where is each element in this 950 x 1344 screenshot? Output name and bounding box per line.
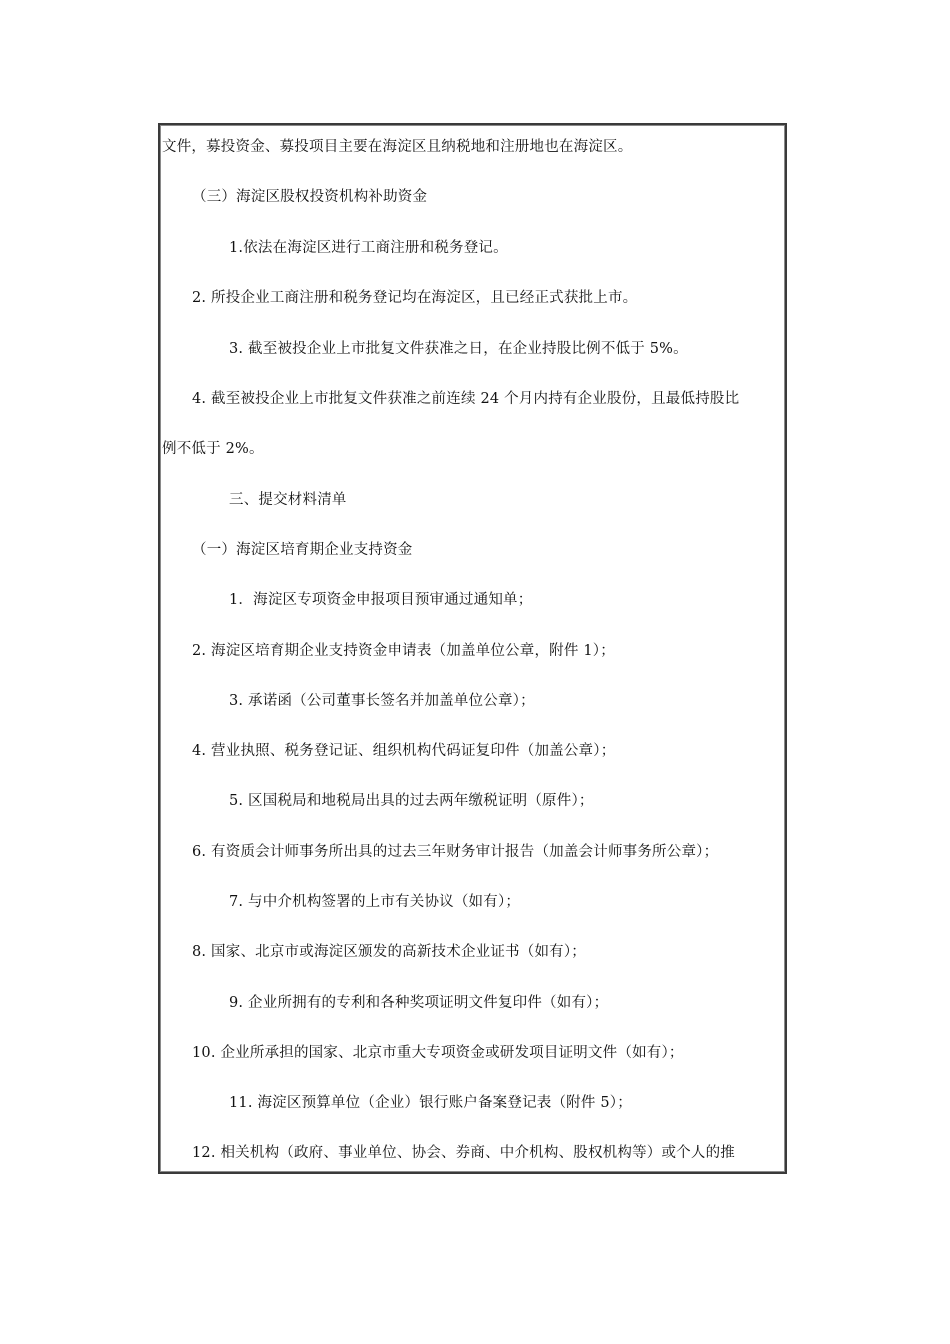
- text-line-5: 3. 截至被投企业上市批复文件获准之日，在企业持股比例不低于 5%。: [229, 341, 688, 357]
- list-item-11: 11. 海淀区预算单位（企业）银行账户备案登记表（附件 5）；: [229, 1095, 632, 1111]
- section-heading-equity-investment: （三）海淀区股权投资机构补助资金: [192, 189, 428, 205]
- section-heading-materials-list: 三、提交材料清单: [229, 492, 347, 508]
- text-line-4: 2. 所投企业工商注册和税务登记均在海淀区，且已经正式获批上市。: [192, 290, 638, 306]
- list-item-8: 8. 国家、北京市或海淀区颁发的高新技术企业证书（如有）；: [192, 944, 586, 960]
- list-item-9: 9. 企业所拥有的专利和各种奖项证明文件复印件（如有）；: [229, 995, 609, 1011]
- list-item-4: 4. 营业执照、税务登记证、组织机构代码证复印件（加盖公章）；: [192, 743, 616, 759]
- text-line-7: 例不低于 2%。: [162, 441, 264, 457]
- list-item-12: 12. 相关机构（政府、事业单位、协会、券商、中介机构、股权机构等）或个人的推: [192, 1145, 735, 1161]
- list-item-2: 2. 海淀区培育期企业支持资金申请表（加盖单位公章，附件 1）；: [192, 643, 615, 659]
- text-line-1: 文件，募投资金、募投项目主要在海淀区且纳税地和注册地也在海淀区。: [162, 139, 633, 155]
- text-line-3: 1.依法在海淀区进行工商注册和税务登记。: [229, 240, 508, 256]
- list-item-10: 10. 企业所承担的国家、北京市重大专项资金或研发项目证明文件（如有）；: [192, 1045, 684, 1061]
- list-item-6: 6. 有资质会计师事务所出具的过去三年财务审计报告（加盖会计师事务所公章）；: [192, 844, 719, 860]
- list-item-1: 1．海淀区专项资金申报项目预审通过通知单；: [229, 592, 533, 608]
- section-heading-incubation-support: （一）海淀区培育期企业支持资金: [192, 542, 413, 558]
- list-item-7: 7. 与中介机构签署的上市有关协议（如有）；: [229, 894, 521, 910]
- text-line-6: 4. 截至被投企业上市批复文件获准之前连续 24 个月内持有企业股份，且最低持股比: [192, 391, 740, 407]
- list-item-5: 5. 区国税局和地税局出具的过去两年缴税证明（原件）；: [229, 793, 594, 809]
- list-item-3: 3. 承诺函（公司董事长签名并加盖单位公章）；: [229, 693, 535, 709]
